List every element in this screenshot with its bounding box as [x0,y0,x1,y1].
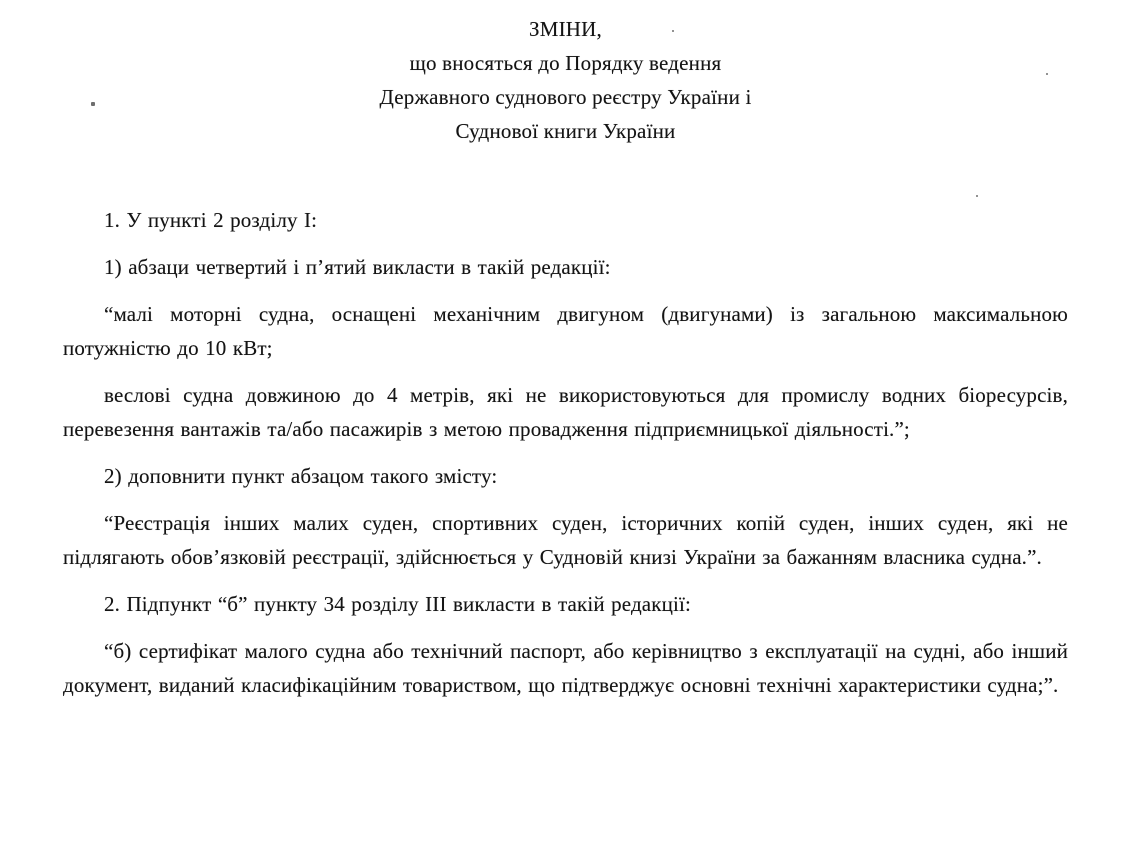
scan-speck [976,195,978,197]
document-body [63,203,1068,702]
document-title [63,12,1068,148]
paragraph-subitem-1: 1) абзаци четвертий і п’ятий викласти в такій редакції: [104,255,611,279]
title-line-4: Суднової книги України [455,119,676,143]
paragraph-item-2: 2. Підпункт “б” пункту 34 розділу III викласти в такій редакції: [104,592,691,616]
scan-speck [672,30,674,32]
paragraph-quoted-certificate: “б) сертифікат малого судна або технічний паспорт, або керівництво з експлуатації на судні, або інший документ, виданий класифікаційним товариством, що підтверджує основні технічні характеристики судна;”. [63,639,1068,697]
paragraph-quoted-registration: “Реєстрація інших малих суден, спортивних суден, історичних копій суден, інших суден, які не підлягають обов’язковій реєстрації, здійснюється у Судновій книзі України за бажанням власника судна.”. [63,511,1068,569]
paragraph-quoted-rowing-boats: веслові судна довжиною до 4 метрів, які не використовуються для промислу водних біоресурсів, перевезення вантажів та/або пасажирів з метою провадження підприємницької діяльності.”; [63,383,1068,441]
paragraph-item-1: 1. У пункті 2 розділу I: [104,208,318,232]
title-line-1: ЗМІНИ, [529,17,602,41]
title-line-3: Державного суднового реєстру України і [379,85,752,109]
scan-speck [91,102,95,106]
title-line-2: що вносяться до Порядку ведення [409,51,722,75]
scan-speck [1046,73,1048,75]
paragraph-subitem-2: 2) доповнити пункт абзацом такого змісту: [104,464,498,488]
paragraph-quoted-motor-boats: “малі моторні судна, оснащені механічним двигуном (двигунами) із загальною максимальною потужністю до 10 кВт; [63,302,1068,360]
